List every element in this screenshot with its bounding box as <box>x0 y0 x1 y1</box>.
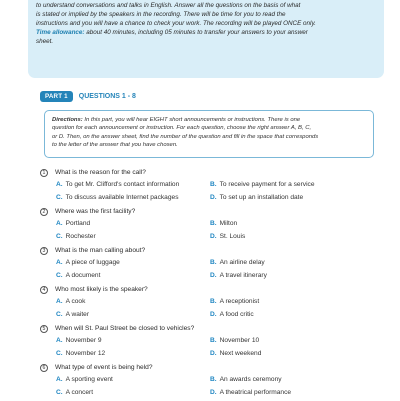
answer-option-c[interactable]: C. A document <box>56 272 101 279</box>
directions-line: to the letter of the answer that you have chosen. <box>52 141 178 148</box>
answer-option-b[interactable]: B. November 10 <box>210 337 260 344</box>
answer-option-b[interactable]: B. A receptionist <box>210 298 260 305</box>
question-text: When will St. Paul Street be closed to vehicles? <box>55 325 195 332</box>
time-allowance <box>36 29 376 38</box>
question-text: What is the man calling about? <box>55 247 146 254</box>
answer-option-a[interactable]: A. A cook <box>56 298 86 305</box>
question-text: What type of event is being held? <box>55 364 153 371</box>
directions-label: Directions: <box>52 117 83 123</box>
directions-line: or D. Then, on the answer sheet, find the number of the question and fill in the space that corresponds <box>52 133 319 140</box>
intro-line: instructions and you will have a chance to check your work. The recording will be played ONCE only. <box>36 19 316 27</box>
question-number: 6 <box>40 364 48 372</box>
answer-option-c[interactable]: C. November 12 <box>56 350 106 357</box>
answer-option-c[interactable]: C. A concert <box>56 389 94 396</box>
answer-option-d[interactable]: D. A food critic <box>210 311 254 318</box>
test-instructions-box <box>28 0 384 78</box>
directions-box <box>44 110 374 158</box>
answer-option-b[interactable]: B. To receive payment for a service <box>210 181 315 188</box>
time-allowance-label: Time allowance: <box>36 28 85 36</box>
intro-line: is stated or implied by the speakers in the recording. There will be time for you to read the <box>36 10 286 18</box>
question-number: 1 <box>40 169 48 177</box>
answer-option-d[interactable]: D. Next weekend <box>210 350 262 357</box>
question-number: 2 <box>40 208 48 216</box>
directions-line: question for each announcement or instruction. For each question, choose the right answer A, B, C, <box>52 125 312 132</box>
question-item <box>40 245 380 284</box>
answer-option-b[interactable]: B. An awards ceremony <box>210 376 282 383</box>
intro-line: to understand conversations and talks in English. Answer all the questions on the basis of what <box>36 2 301 9</box>
question-item <box>40 323 380 362</box>
answer-option-a[interactable]: A. To get Mr. Clifford's contact information <box>56 181 180 188</box>
answer-option-a[interactable]: A. Portland <box>56 220 91 227</box>
answer-option-a[interactable]: A. A piece of luggage <box>56 259 120 266</box>
question-item <box>40 284 380 323</box>
answer-option-c[interactable]: C. A waiter <box>56 311 90 318</box>
answer-option-d[interactable]: D. St. Louis <box>210 233 246 240</box>
answer-option-d[interactable]: D. A travel itinerary <box>210 272 267 279</box>
question-item <box>40 167 380 206</box>
question-text: Who most likely is the speaker? <box>55 286 148 293</box>
part-header <box>40 90 136 102</box>
question-item <box>40 206 380 245</box>
question-number: 3 <box>40 247 48 255</box>
question-number: 5 <box>40 325 48 333</box>
answer-option-a[interactable]: A. November 9 <box>56 337 102 344</box>
question-number: 4 <box>40 286 48 294</box>
answer-option-b[interactable]: B. An airline delay <box>210 259 265 266</box>
answer-option-d[interactable]: D. To set up an installation date <box>210 194 304 201</box>
time-allowance-text: about 40 minutes, including 05 minutes to transfer your answers to your answer <box>86 28 308 36</box>
part-badge: PART 1 <box>40 91 73 102</box>
answer-option-a[interactable]: A. A sporting event <box>56 376 113 383</box>
question-list <box>40 167 380 401</box>
question-text: What is the reason for the call? <box>55 169 146 176</box>
part-title: QUESTIONS 1 - 8 <box>78 92 136 100</box>
answer-option-d[interactable]: D. A theatrical performance <box>210 389 292 396</box>
time-allowance-text-cont: sheet. <box>36 37 54 45</box>
answer-option-c[interactable]: C. To discuss available Internet packages <box>56 194 179 201</box>
answer-option-b[interactable]: B. Milton <box>210 220 238 227</box>
question-item <box>40 362 380 401</box>
question-text: Where was the first facility? <box>55 208 136 215</box>
directions-line: In this part, you will hear EIGHT short announcements or instructions. There is one <box>84 117 301 123</box>
answer-option-c[interactable]: C. Rochester <box>56 233 96 240</box>
